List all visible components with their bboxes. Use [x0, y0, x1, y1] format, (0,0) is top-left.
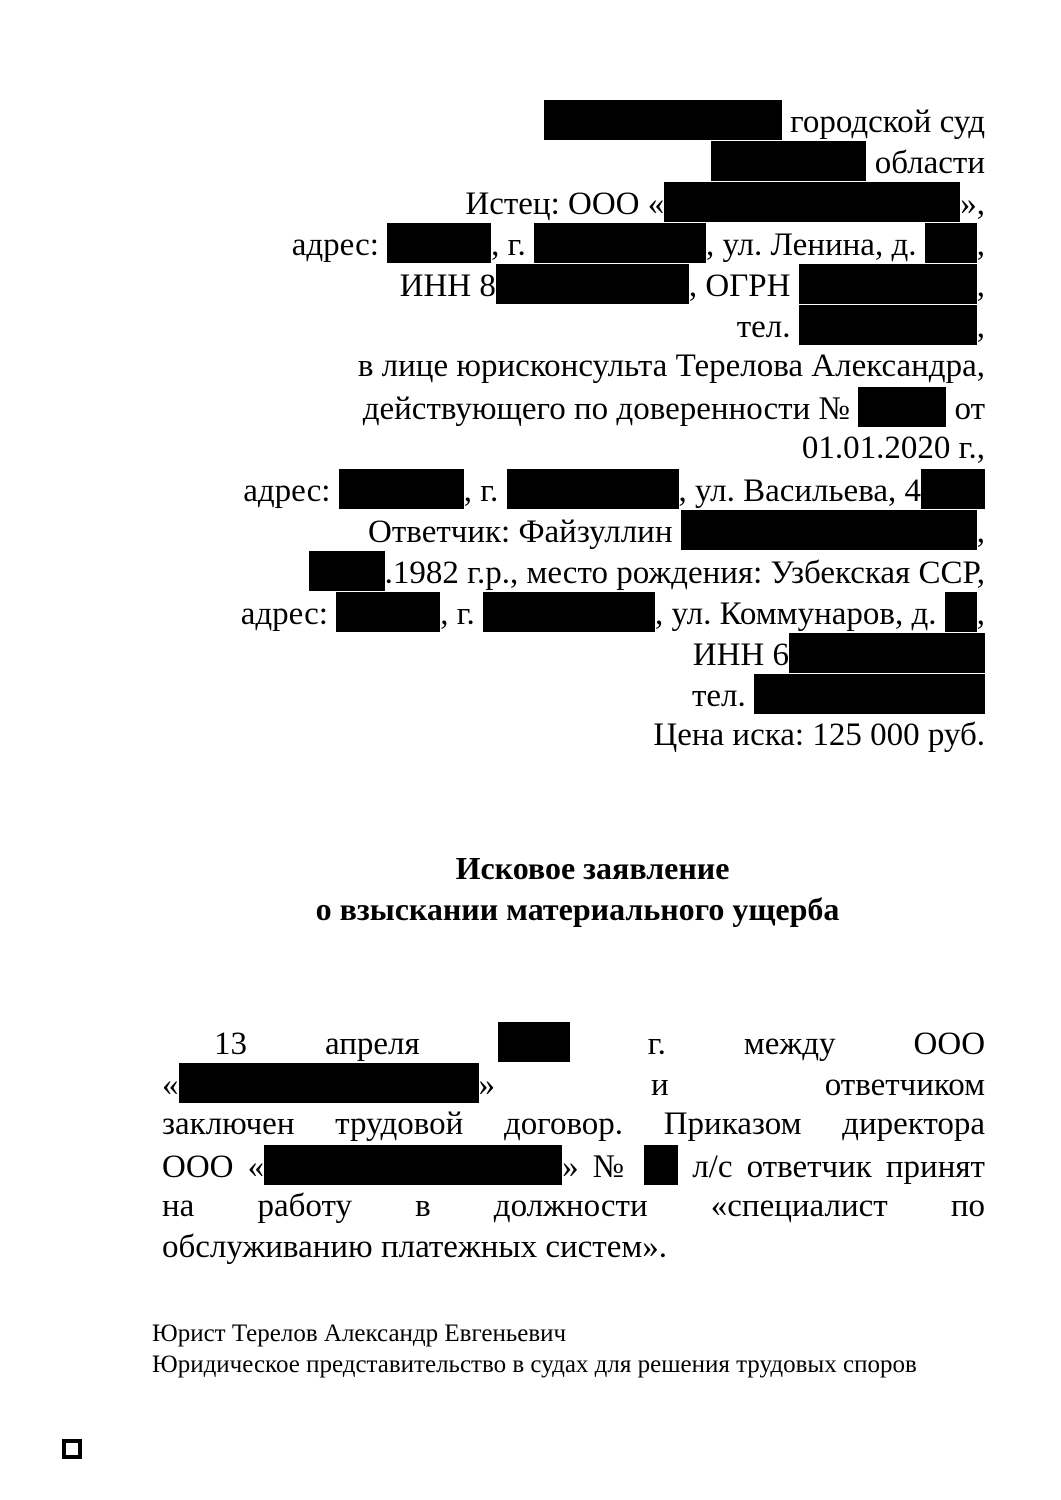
redaction-block [179, 1063, 479, 1103]
defendant-phone-line: тел. [185, 674, 985, 715]
plaintiff-line: Истец: ООО « », [185, 182, 985, 223]
footer-author: Юрист Терелов Александр Евгеньевич [152, 1320, 567, 1347]
page-marker-icon [62, 1439, 82, 1459]
proxy-date-line: 01.01.2020 г., [801, 430, 985, 466]
body-line-5: на работу в должности «специалист по [162, 1188, 985, 1224]
redaction-block [496, 264, 689, 304]
defendant-inn-line: ИНН 6 [185, 633, 985, 674]
redaction-block [925, 223, 977, 263]
redaction-block [498, 1022, 570, 1062]
redaction-block [544, 100, 782, 140]
representative-line: в лице юрисконсульта Терелова Александра, [357, 348, 985, 384]
redaction-block [534, 223, 706, 263]
body-line-3: заключен трудовой договор. Приказом директора [162, 1106, 985, 1142]
redaction-block [921, 469, 985, 509]
court-line: городской суд [185, 100, 985, 141]
body-line-2: « » и ответчиком [162, 1063, 985, 1104]
plaintiff-phone-line: тел. , [185, 305, 985, 346]
claim-price-line: Цена иска: 125 000 руб. [653, 717, 985, 753]
representative-address-line: адрес: , г. , ул. Васильева, 4 [185, 469, 985, 510]
defendant-line: Ответчик: Файзуллин , [185, 510, 985, 551]
redaction-block [309, 551, 385, 591]
document-body [162, 1022, 985, 1268]
redaction-block [644, 1145, 678, 1185]
redaction-block [507, 469, 679, 509]
redaction-block [799, 305, 977, 345]
document-header [185, 100, 985, 756]
redaction-block [711, 141, 866, 181]
title-line-2: о взыскании материального ущерба [315, 891, 840, 927]
defendant-address-line: адрес: , г. , ул. Коммунаров, д. , [185, 592, 985, 633]
proxy-line: действующего по доверенности № от [185, 387, 985, 428]
redaction-block [858, 387, 946, 427]
body-line-6: обслуживанию платежных систем». [162, 1229, 667, 1265]
redaction-block [387, 223, 491, 263]
title-line-1: Исковое заявление [455, 850, 730, 886]
defendant-birth-line: .1982 г.р., место рождения: Узбекская ССР, [185, 551, 985, 592]
redaction-block [264, 1145, 562, 1185]
redaction-block [339, 469, 464, 509]
redaction-block [336, 592, 440, 632]
plaintiff-address-line: адрес: , г. , ул. Ленина, д. , [185, 223, 985, 264]
redaction-block [681, 510, 977, 550]
redaction-block [483, 592, 655, 632]
footer-service: Юридическое представительство в судах для решения трудовых споров [152, 1351, 917, 1378]
redaction-block [789, 633, 985, 673]
redaction-block [754, 674, 985, 714]
document-title [200, 848, 985, 930]
redaction-block [945, 592, 977, 632]
body-line-1: 13 апреля г. между ООО [162, 1022, 985, 1063]
redaction-block [664, 182, 960, 222]
region-line: области [185, 141, 985, 182]
plaintiff-inn-line: ИНН 8 , ОГРН , [185, 264, 985, 305]
body-line-4: ООО « » № л/с ответчик принят [162, 1145, 985, 1186]
document-footer [152, 1318, 972, 1380]
redaction-block [799, 264, 977, 304]
